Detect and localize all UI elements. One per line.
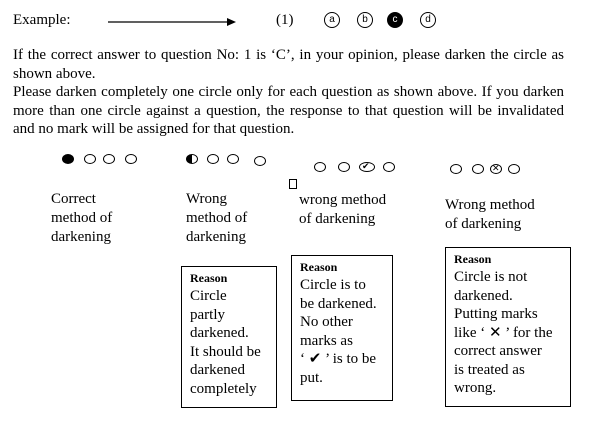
circle-empty: [450, 164, 462, 174]
reason-box-partly-darkened: Reason Circle partly darkened. It should be darkened completely: [181, 266, 277, 408]
option-a-circle: a: [324, 12, 340, 28]
circle-filled: [62, 154, 74, 164]
circle-empty: [254, 156, 266, 166]
question-number: (1): [276, 12, 294, 28]
reason-heading: Reason: [300, 260, 338, 274]
option-b-circle: b: [357, 12, 373, 28]
small-square-mark: [289, 179, 297, 189]
instruction-paragraph-1: If the correct answer to question No: 1 is ‘C’, in your opinion, please darken the circle as shown above.: [13, 47, 564, 82]
reason-heading: Reason: [454, 252, 492, 266]
reason-box-tick-mark: Reason Circle is to be darkened. No other marks as ‘ ✔ ’ is to be put.: [291, 255, 393, 401]
reason-box-cross-mark: Reason Circle is not darkened. Putting marks like ‘ ✕ ’ for the correct answer is treated as wrong.: [445, 247, 571, 407]
option-c-circle-darkened: c: [387, 12, 403, 28]
circle-empty: [207, 154, 219, 164]
circle-half-filled: [186, 154, 198, 164]
cross-mark-icon: ✕: [492, 163, 500, 173]
circle-empty: [103, 154, 115, 164]
wrong-method-label-1: Wrong method of darkening: [186, 191, 248, 245]
option-d-circle: d: [420, 12, 436, 28]
circle-empty: [472, 164, 484, 174]
wrong-method-label-3: Wrong method of darkening: [445, 197, 535, 232]
reason-heading: Reason: [190, 271, 228, 285]
circle-empty: [508, 164, 520, 174]
instruction-paragraph-2: Please darken completely one circle only for each question as shown above. If you darken more than one circle against a question, the response to that question will be invalidated and no mark will be assigned for that question.: [13, 84, 564, 137]
circle-empty: [84, 154, 96, 164]
circle-empty: [227, 154, 239, 164]
circle-empty: [383, 162, 395, 172]
circle-empty: [125, 154, 137, 164]
arrow-icon: [106, 15, 238, 29]
circle-empty: [338, 162, 350, 172]
wrong-method-label-2: wrong method of darkening: [299, 192, 387, 227]
tick-mark-icon: ✔: [362, 161, 370, 171]
example-label: Example:: [13, 12, 71, 28]
circle-empty: [314, 162, 326, 172]
correct-method-label: Correct method of darkening: [51, 191, 113, 245]
